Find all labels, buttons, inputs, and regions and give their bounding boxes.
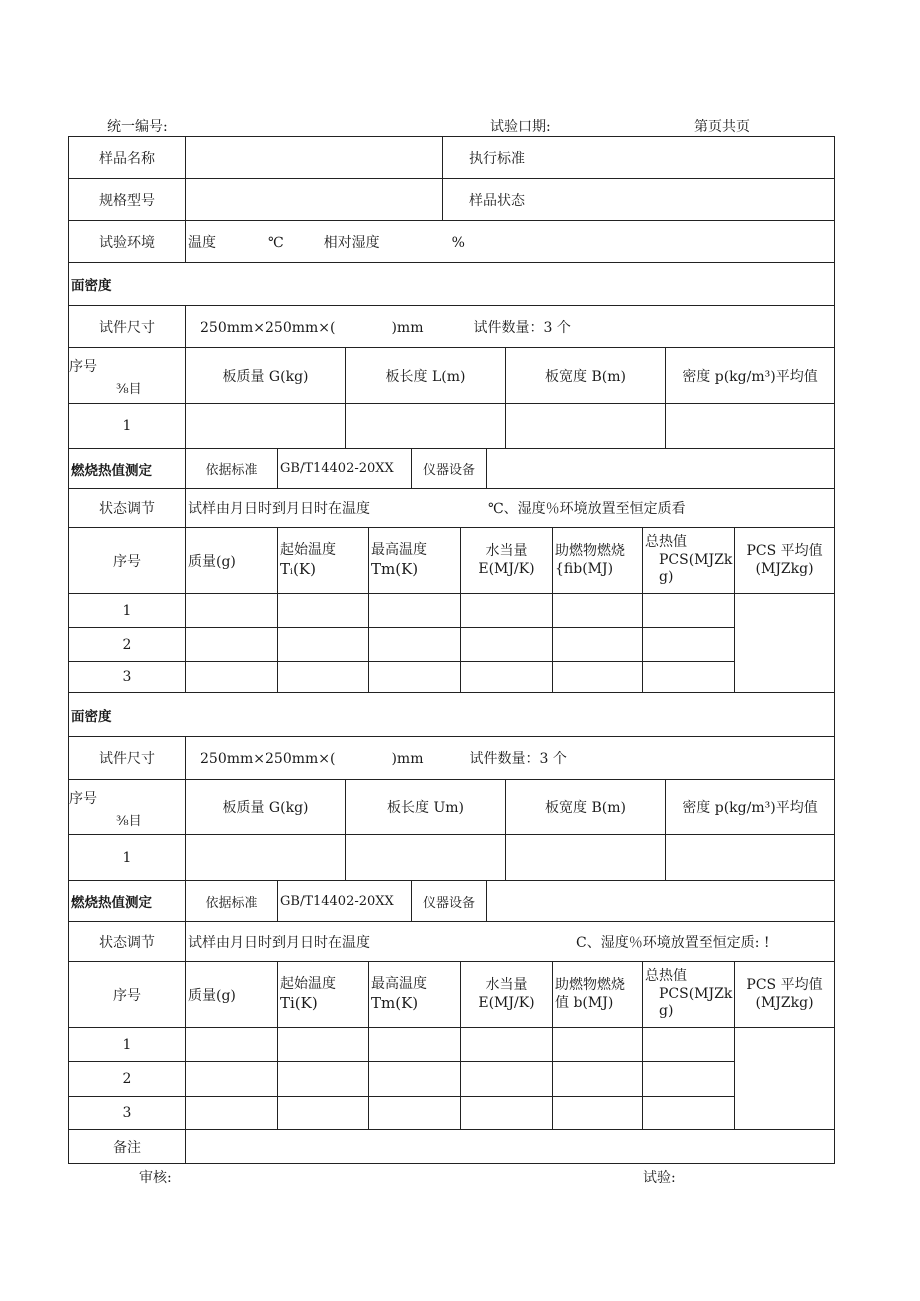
h-total-c-1: g) — [659, 569, 674, 586]
remark-field[interactable] — [186, 1130, 835, 1164]
col-density-1: 密度 p(kg∕m³)平均值 — [666, 348, 835, 404]
heat-title-1: 燃烧热值测定 — [69, 449, 186, 489]
heat-row-number: 2 — [69, 628, 186, 662]
remark-label: 备注 — [69, 1130, 186, 1164]
heat-cell[interactable] — [278, 1097, 369, 1130]
h-aux-a-2: 助燃物燃烧 — [555, 977, 625, 993]
heat-cell[interactable] — [461, 1062, 553, 1097]
spec-label: 规格型号 — [69, 179, 186, 221]
heat-cell[interactable] — [278, 662, 369, 693]
heat-cell[interactable] — [186, 628, 278, 662]
col-mass-2: 板质量 G(kg) — [186, 780, 346, 835]
h-total-b-1: PCS(MJZk — [659, 551, 733, 568]
h-avg-2 — [735, 962, 835, 1028]
density-title-1: 面密度 — [69, 263, 835, 306]
sample-name-field[interactable] — [186, 137, 443, 179]
h-avg-1 — [735, 528, 835, 594]
h-avg-a-1: PCS 平均值 — [746, 543, 823, 559]
h-mass-1: 质量(g) — [186, 528, 278, 594]
density-length-cell-2[interactable] — [346, 835, 506, 881]
size-value-2: 250mm×250mm×( — [200, 751, 336, 767]
heat-cell[interactable] — [186, 1028, 278, 1062]
heat-title-2: 燃烧热值测定 — [69, 881, 186, 922]
h-total-c-2: g) — [659, 1003, 674, 1020]
equipment-field-1[interactable] — [487, 449, 835, 489]
seq-item-header-2 — [69, 780, 186, 835]
heat-cell[interactable] — [643, 1097, 735, 1130]
density-value-cell-1[interactable] — [666, 404, 835, 449]
heat-cell[interactable] — [369, 662, 461, 693]
density-row-number-2: 1 — [69, 835, 186, 881]
heat-cell[interactable] — [369, 1028, 461, 1062]
heat-cell[interactable] — [643, 1028, 735, 1062]
heat-cell[interactable] — [461, 594, 553, 628]
heat-cell[interactable] — [186, 1062, 278, 1097]
heat-cell[interactable] — [553, 628, 643, 662]
heat-row-number: 2 — [69, 1062, 186, 1097]
heat-cell[interactable] — [553, 594, 643, 628]
h-start-1 — [278, 528, 369, 594]
density-width-cell-2[interactable] — [506, 835, 666, 881]
col-width-1: 板宽度 B(m) — [506, 348, 666, 404]
spec-field[interactable] — [186, 179, 443, 221]
h-seq-1: 序号 — [69, 528, 186, 594]
count-label-1: 试件数量：3 个 — [473, 319, 571, 336]
density-mass-cell-2[interactable] — [186, 835, 346, 881]
col-length-1: 板长度 L(m) — [346, 348, 506, 404]
basis-value-1: GB/T14402-20XX — [278, 449, 412, 489]
basis-table-1 — [68, 448, 835, 489]
heat-cell[interactable] — [369, 594, 461, 628]
h-total-2 — [643, 962, 735, 1028]
serial-number-label: 统一编号: — [107, 119, 168, 135]
test-date-label: 试验口期: — [490, 119, 551, 135]
cond-text-1 — [186, 489, 835, 528]
heat-cell[interactable] — [553, 1097, 643, 1130]
heat-cell[interactable] — [461, 628, 553, 662]
size-label-1: 试件尺寸 — [69, 306, 186, 348]
h-avg-a-2: PCS 平均值 — [746, 977, 823, 993]
standard-cell[interactable] — [443, 137, 835, 179]
info-table — [68, 136, 835, 263]
h-water-2 — [461, 962, 553, 1028]
cond-text-a-1: 试样由月日时到月日时在温度 — [188, 501, 370, 517]
standard-label: 执行标准 — [469, 150, 525, 167]
h-aux-1 — [553, 528, 643, 594]
h-avg-b-1: (MJZkg) — [755, 560, 814, 577]
sample-name-label: 样品名称 — [69, 137, 186, 179]
h-start-a-2: 起始温度 — [280, 976, 336, 993]
h-water-a-2: 水当量 — [485, 977, 528, 993]
h-max-b-2: Tm(K) — [371, 993, 419, 1012]
basis-value-2: GB/T14402-20XX — [278, 881, 412, 922]
h-total-a-2: 总热值 — [645, 968, 687, 985]
col-width-2: 板宽度 B(m) — [506, 780, 666, 835]
h-start-b-2: Ti(K) — [280, 993, 318, 1012]
h-max-2 — [369, 962, 461, 1028]
h-total-1 — [643, 528, 735, 594]
heat-row-number: 1 — [69, 594, 186, 628]
col-mass-1: 板质量 G(kg) — [186, 348, 346, 404]
env-field[interactable] — [186, 221, 835, 263]
equipment-label-2: 仪器设备 — [412, 881, 487, 922]
size-field-1[interactable] — [186, 306, 835, 348]
cond-text-a-2: 试样由月日时到月日时在温度 — [188, 934, 370, 951]
h-total-a-1: 总热值 — [645, 534, 687, 551]
density-title-2: 面密度 — [69, 693, 835, 737]
heat-cell[interactable] — [278, 594, 369, 628]
col-length-2: 板长度 Um) — [346, 780, 506, 835]
h-water-b-2: E(MJ/K) — [478, 994, 535, 1011]
tester-label: 试验: — [643, 1170, 676, 1186]
h-aux-b-1: {fib(MJ) — [555, 560, 614, 577]
item-label-2: ⅜目 — [116, 814, 142, 829]
heat-cell[interactable] — [643, 662, 735, 693]
equipment-label-1: 仪器设备 — [412, 449, 487, 489]
basis-label-2: 依据标准 — [186, 881, 278, 922]
heat-cell[interactable] — [369, 628, 461, 662]
equipment-field-2[interactable] — [487, 881, 835, 922]
density-table-2 — [68, 692, 835, 881]
heat-cell[interactable] — [369, 1097, 461, 1130]
heat-cell[interactable] — [461, 662, 553, 693]
h-start-2 — [278, 962, 369, 1028]
seq-item-header-1 — [69, 348, 186, 404]
heat-row-number: 3 — [69, 1097, 186, 1130]
density-table-1 — [68, 262, 835, 449]
env-label: 试验环境 — [69, 221, 186, 263]
density-width-cell-1[interactable] — [506, 404, 666, 449]
h-seq-2: 序号 — [69, 962, 186, 1028]
heat-row-number: 3 — [69, 662, 186, 693]
heat-cell[interactable] — [278, 628, 369, 662]
review-label: 审核: — [139, 1170, 172, 1186]
cond-text-b-2: C、湿度％环境放置至恒定质: ! — [576, 934, 770, 951]
seq-label-1: 序号 — [69, 359, 97, 375]
heat-cell[interactable] — [278, 1028, 369, 1062]
size-unit-2: )mm — [391, 751, 424, 767]
h-avg-b-2: (MJZkg) — [755, 994, 814, 1011]
h-aux-a-1: 助燃物燃烧 — [555, 543, 625, 559]
basis-label-1: 依据标准 — [186, 449, 278, 489]
heat-cell[interactable] — [461, 1097, 553, 1130]
h-aux-2 — [553, 962, 643, 1028]
heat-cell[interactable] — [553, 1062, 643, 1097]
size-label-2: 试件尺寸 — [69, 737, 186, 780]
sample-state-label: 样品状态 — [469, 192, 525, 209]
heat-row-number: 1 — [69, 1028, 186, 1062]
h-water-a-1: 水当量 — [485, 543, 528, 559]
temp-label: 温度 — [188, 234, 216, 251]
h-max-1 — [369, 528, 461, 594]
heat-cell[interactable] — [553, 662, 643, 693]
heat-table-1 — [68, 488, 835, 693]
size-field-2[interactable] — [186, 737, 835, 780]
col-density-2: 密度 p(kg∕m³)平均值 — [666, 780, 835, 835]
heat-cell[interactable] — [186, 594, 278, 628]
h-max-a-1: 最高温度 — [371, 542, 427, 559]
heat-cell[interactable] — [186, 1097, 278, 1130]
cond-text-b-1: ℃、湿度％环境放置至恒定质看 — [488, 501, 686, 517]
temp-unit: ℃ — [268, 234, 284, 251]
page-count-label: 第页共页 — [694, 119, 750, 135]
h-total-b-2: PCS(MJZk — [659, 985, 733, 1002]
heat-cell[interactable] — [643, 628, 735, 662]
heat-table-2 — [68, 921, 835, 1164]
humidity-label: 相对湿度 — [323, 234, 380, 251]
h-max-b-1: Tm(K) — [371, 559, 419, 578]
heat-cell[interactable] — [553, 1028, 643, 1062]
cond-text-2 — [186, 922, 835, 962]
seq-label-2: 序号 — [69, 791, 97, 807]
h-aux-b-2: 值 b(MJ) — [555, 994, 614, 1011]
sample-state-cell[interactable] — [443, 179, 835, 221]
density-row-number-1: 1 — [69, 404, 186, 449]
basis-table-2 — [68, 880, 835, 922]
h-water-1 — [461, 528, 553, 594]
cond-label-2: 状态调节 — [69, 922, 186, 962]
size-value-1: 250mm×250mm×( — [200, 319, 336, 336]
density-length-cell-1[interactable] — [346, 404, 506, 449]
h-start-a-1: 起始温度 — [280, 542, 336, 559]
cond-label-1: 状态调节 — [69, 489, 186, 528]
heat-cell[interactable] — [278, 1062, 369, 1097]
count-label-2: 试件数量：3 个 — [469, 751, 567, 767]
pcs-average-cell-2[interactable] — [735, 1028, 835, 1130]
density-mass-cell-1[interactable] — [186, 404, 346, 449]
density-value-cell-2[interactable] — [666, 835, 835, 881]
heat-cell[interactable] — [643, 594, 735, 628]
pcs-average-cell-1[interactable] — [735, 594, 835, 693]
humidity-unit: % — [451, 234, 465, 251]
h-water-b-1: E(MJ/K) — [478, 560, 535, 577]
heat-cell[interactable] — [369, 1062, 461, 1097]
item-label-1: ⅜目 — [116, 382, 142, 397]
h-max-a-2: 最高温度 — [371, 976, 427, 993]
h-start-b-1: Tᵢ(K) — [280, 559, 316, 578]
h-mass-2: 质量(g) — [186, 962, 278, 1028]
heat-cell[interactable] — [186, 662, 278, 693]
size-unit-1: )mm — [391, 319, 424, 336]
heat-cell[interactable] — [643, 1062, 735, 1097]
heat-cell[interactable] — [461, 1028, 553, 1062]
